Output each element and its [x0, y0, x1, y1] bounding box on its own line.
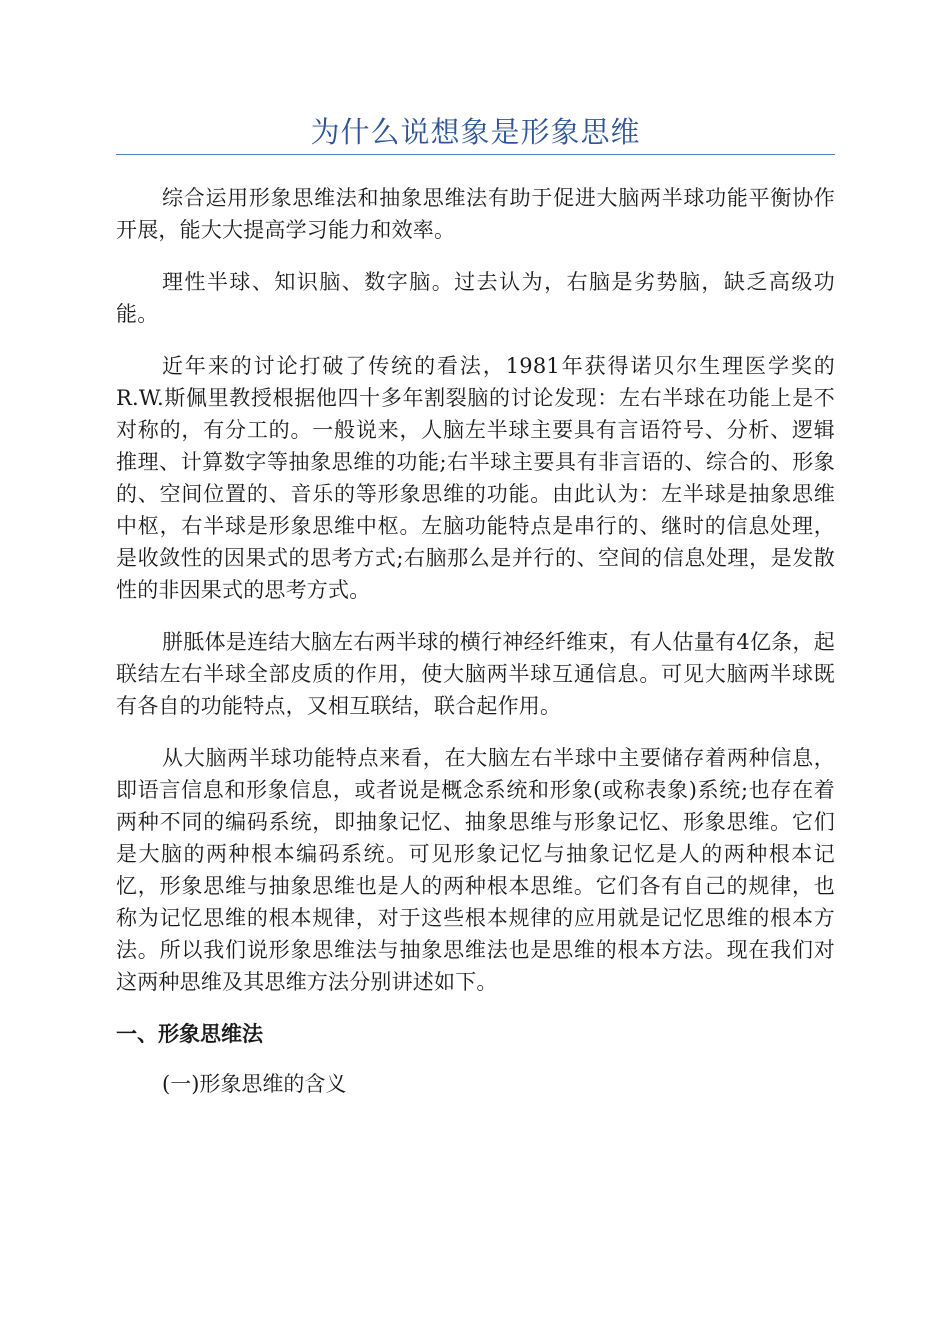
paragraph-1: 综合运用形象思维法和抽象思维法有助于促进大脑两半球功能平衡协作开展，能大大提高学习能力和效率。 [116, 186, 835, 242]
document-title: 为什么说想象是形象思维 [310, 115, 641, 149]
title-underline [116, 154, 835, 155]
section-heading: 一、形象思维法 [116, 1021, 263, 1046]
paragraph-3: 近年来的讨论打破了传统的看法，1981年获得诺贝尔生理医学奖的R.W.斯佩里教授根据他四十多年割裂脑的讨论发现：左右半球在功能上是不对称的，有分工的。一般说来，人脑左半球主要具有言语符号、分析、逻辑推理、计算数字等抽象思维的功能;右半球主要具有非言语的、综合的、形象的、空间位置的、音乐的等形象思维的功能。由此认为：左半球是抽象思维中枢，右半球是形象思维中枢。左脑功能特点是串行的、继时的信息处理，是收敛性的因果式的思考方式;右脑那么是并行的、空间的信息处理，是发散性的非因果式的思考方式。 [116, 354, 835, 602]
subsection-heading: (一)形象思维的含义 [162, 1072, 347, 1096]
paragraph-4: 胼胝体是连结大脑左右两半球的横行神经纤维束，有人估量有4亿条，起联结左右半球全部皮质的作用，使大脑两半球互通信息。可见大脑两半球既有各自的功能特点，又相互联结，联合起作用。 [116, 630, 835, 718]
paragraph-2: 理性半球、知识脑、数字脑。过去认为，右脑是劣势脑，缺乏高级功能。 [116, 270, 835, 326]
document-body [116, 182, 835, 1100]
paragraph-5: 从大脑两半球功能特点来看，在大脑左右半球中主要储存着两种信息，即语言信息和形象信息，或者说是概念系统和形象(或称表象)系统;也存在着两种不同的编码系统，即抽象记忆、抽象思维与形象记忆、形象思维。它们是大脑的两种根本编码系统。可见形象记忆与抽象记忆是人的两种根本记忆，形象思维与抽象思维也是人的两种根本思维。它们各有自己的规律，也称为记忆思维的根本规律，对于这些根本规律的应用就是记忆思维的根本方法。所以我们说形象思维法与抽象思维法也是思维的根本方法。现在我们对这两种思维及其思维方法分别讲述如下。 [116, 746, 835, 994]
